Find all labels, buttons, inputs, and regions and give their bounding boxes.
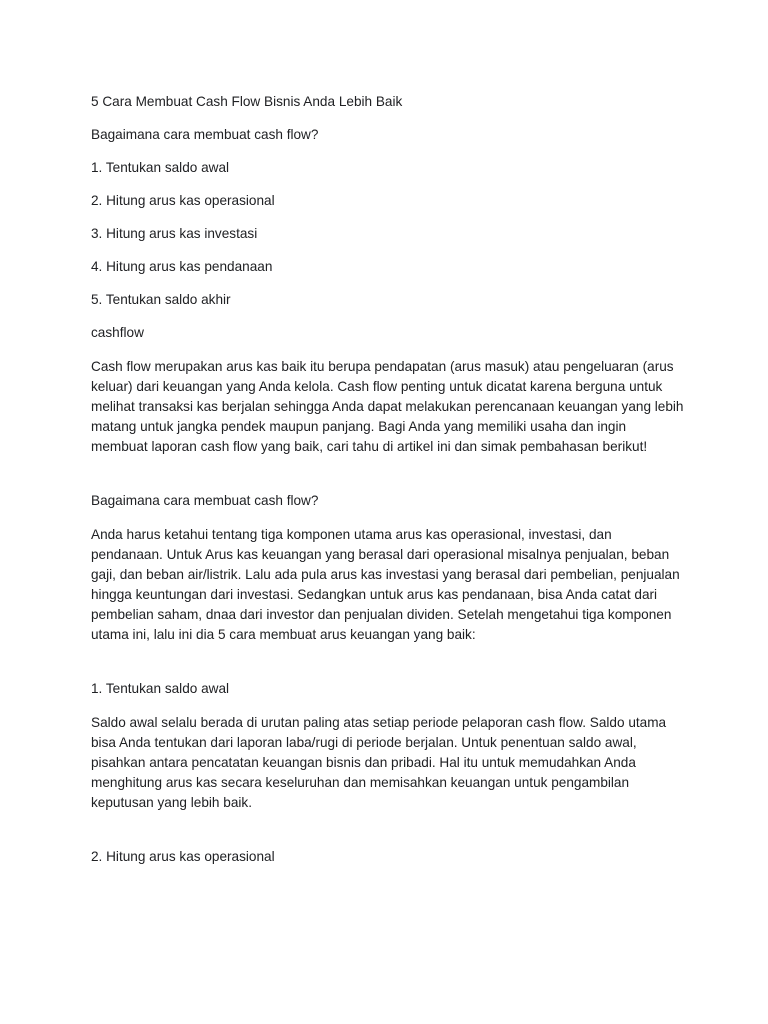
step2-heading: 2. Hitung arus kas operasional xyxy=(91,849,275,864)
paragraph-step1: Saldo awal selalu berada di urutan paling atas setiap periode pelaporan cash flow. Saldo utama bisa Anda tentukan dari laporan laba/rugi di periode berjalan. Untuk penentuan saldo awal, pisahkan antara pencatatan keuangan bisnis dan pribadi. Hal itu untuk memudahkan Anda menghitung arus kas secara keseluruhan dan memisahkan keuangan untuk pengambilan keputusan yang lebih baik. xyxy=(91,715,667,810)
step-list-item-5: 5. Tentukan saldo akhir xyxy=(91,292,231,307)
paragraph-intro: Cash flow merupakan arus kas baik itu berupa pendapatan (arus masuk) atau pengeluaran (arus keluar) dari keuangan yang Anda kelola. Cash flow penting untuk dicatat karena berguna untuk melihat transaksi kas berjalan sehingga Anda dapat melakukan perencanaan keuangan yang lebih matang untuk jangka pendek maupun panjang. Bagi Anda yang memiliki usaha dan ingin membuat laporan cash flow yang baik, cari tahu di artikel ini dan simak pembahasan berikut! xyxy=(91,359,684,454)
document-title: 5 Cara Membuat Cash Flow Bisnis Anda Lebih Baik xyxy=(91,94,403,109)
step-list-item-1: 1. Tentukan saldo awal xyxy=(91,160,230,175)
section-heading: Bagaimana cara membuat cash flow? xyxy=(91,493,319,508)
step-list-item-2: 2. Hitung arus kas operasional xyxy=(91,193,275,208)
document-page xyxy=(91,92,686,867)
step-list-item-3: 3. Hitung arus kas investasi xyxy=(91,226,258,241)
paragraph-components: Anda harus ketahui tentang tiga komponen utama arus kas operasional, investasi, dan pendanaan. Untuk Arus kas keuangan yang berasal dari operasional misalnya penjualan, beban gaji, dan beban air/listrik. Lalu ada pula arus kas investasi yang berasal dari pembelian, penjualan hingga keuntungan dari investasi. Sedangkan untuk arus kas pendanaan, bisa Anda catat dari pembelian saham, dnaa dari investor dan penjualan dividen. Setelah mengetahui tiga komponen utama ini, lalu ini dia 5 cara membuat arus keuangan yang baik: xyxy=(91,527,680,642)
step1-heading: 1. Tentukan saldo awal xyxy=(91,681,230,696)
image-caption: cashflow xyxy=(91,325,144,340)
intro-question: Bagaimana cara membuat cash flow? xyxy=(91,127,319,142)
step-list-item-4: 4. Hitung arus kas pendanaan xyxy=(91,259,273,274)
